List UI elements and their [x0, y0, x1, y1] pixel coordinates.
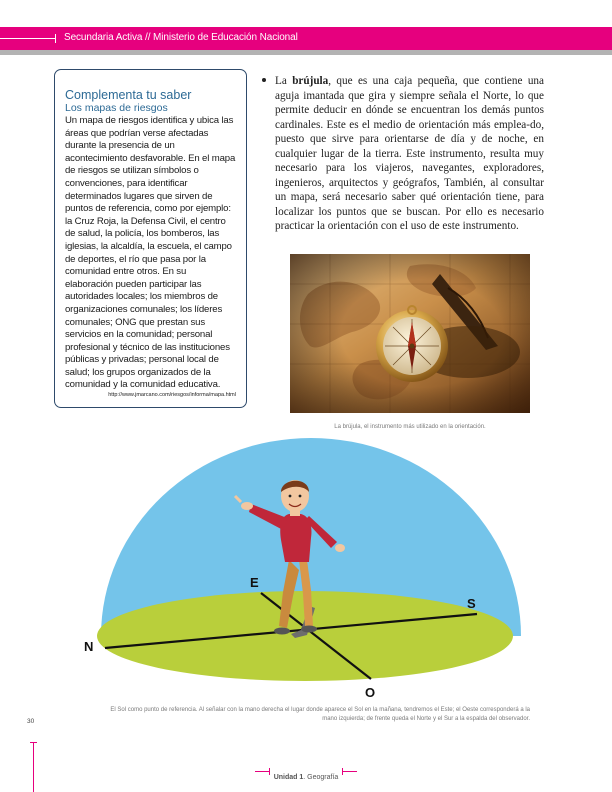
orientation-diagram: [84, 430, 527, 702]
header-gray-band: [0, 50, 612, 55]
photo-caption: La brújula, el instrumento más utilizado en la orientación.: [334, 424, 486, 430]
compass-illustration: [290, 254, 530, 413]
box-title: Complementa tu saber: [65, 88, 192, 102]
footer-unit: Unidad 1: [273, 774, 304, 781]
box-source-url: http://www.jmarcano.com/riesgos/informa/mapa.html: [108, 392, 236, 398]
page-number: 30: [27, 718, 35, 725]
footer-wrap: [255, 766, 358, 784]
bullet-dot: [262, 78, 266, 82]
box-body: Un mapa de riesgos identifica y ubica las áreas que podrían verse afectadas durante la presencia de un acontecimiento desfavorable. En el mapa de riesgos se utilizan símbolos o convenciones, para identificar determinados lugares que sirven de puntos de referencia, como por ejemplo: la Cruz Roja, la Defensa Civil, el centro de salud, la policía, los bomberos, las iglesias, la alcaldía, la escuela, el campo de deportes, el río que pasa por la comunidad entre otros. En su elaboración pueden participar las autoridades locales; los miembros de organizaciones comunales; los líderes comunales; ONG que prestan sus servicios en la comunidad; personal profesional y técnico de las instituciones públicas y privadas; personal local de salud; los grupos organizados de la comunidad y la comunidad educativa.: [65, 115, 236, 391]
header-tick: [55, 34, 56, 43]
footer-text: [274, 774, 339, 781]
footer-subject: . Geografía: [303, 774, 339, 781]
box-subtitle: Los mapas de riesgos: [65, 102, 168, 114]
label-south: S: [467, 596, 476, 611]
header-bar: [0, 27, 612, 50]
label-west: O: [365, 685, 376, 700]
compass-photo: [290, 254, 530, 413]
footer-left-rule: [255, 771, 270, 772]
bullet-term: brújula: [292, 75, 329, 87]
compass-bullet: [262, 74, 544, 234]
header-title: Secundaria Activa // Ministerio de Educación Nacional: [64, 32, 298, 43]
label-east: E: [250, 575, 259, 590]
diagram-caption: El Sol como punto de referencia. Al señalar con la mano derecha el lugar donde aparece el Sol en la mañana, tendremos el Este; el Oeste corresponderá a la mano izquierda; de frente queda el Norte y el Sur a la espalda del observador.: [110, 707, 530, 722]
bullet-paragraph: [275, 74, 544, 234]
label-north: N: [84, 639, 94, 654]
side-tick: [30, 742, 37, 743]
bullet-text: , que es una caja pequeña, que contiene una aguja imantada que gira y siempre señala el Norte, lo que permite deducir en dónde se encuentran los demás puntos cardinales. Este es el medio de orientación más emplea-do, puesto que sirve para orientarse de día y de noche, en cualquier lugar de la tierra. Este instrumento, resulta muy necesario para los viajeros, navegantes, exploradores, ingenieros, arquitectos y geógrafos, También, al consultar un mapa, será necesario saber qué orientación tiene, para localizar los puntos que se buscan. Por ello es necesario practicar la orientación con el uso de este instrumento.: [275, 75, 544, 232]
footer: [0, 766, 612, 784]
bullet-lead: La: [275, 75, 293, 87]
header-rule: [0, 38, 56, 39]
footer-right-rule: [342, 771, 357, 772]
complementa-box: [54, 69, 247, 408]
